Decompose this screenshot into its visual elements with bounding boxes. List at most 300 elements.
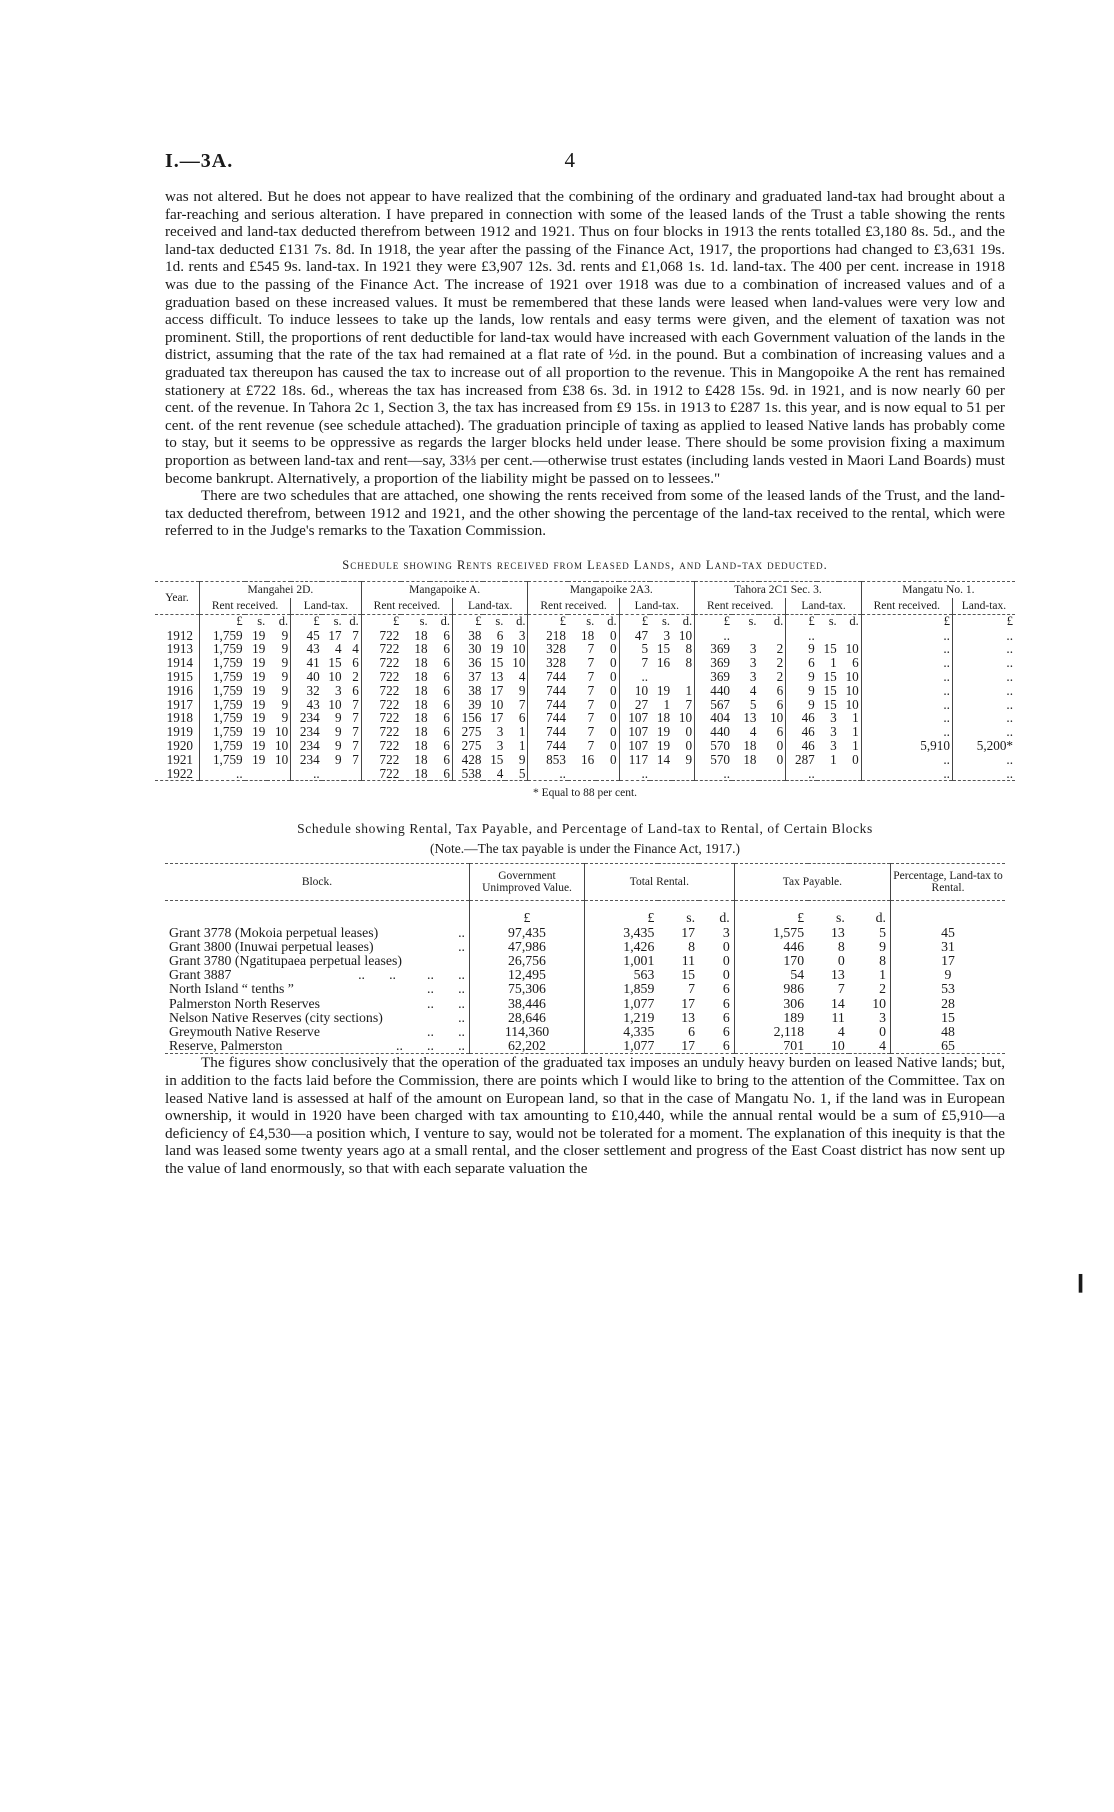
table-cell: 15 [823,669,837,685]
table-cell: 7 [587,696,595,712]
table-cell: 1 [839,725,862,739]
table-cell: 43 [306,696,320,712]
tax-cell: 2 [849,982,891,996]
table-cell: 5 [505,767,528,781]
table-cell: 0 [759,739,786,753]
table-cell: 2 [759,656,786,670]
document-reference: I.—3A. [165,150,234,172]
table-cell: 1 [663,696,671,712]
rent-received-header: Rent received. [361,598,452,615]
table-cell: 7 [641,655,649,671]
table-cell: 107 [628,710,649,726]
table-cell: 156 [461,710,482,726]
unit-label: £ [1006,613,1013,628]
table-cell: 722 [379,765,400,781]
table-cell: 17 [490,682,504,698]
table-cell: 18 [414,696,428,712]
tax-cell: 10 [849,997,891,1011]
rent-cell: 0 [699,940,734,954]
block-header: Mangapoike A. [361,581,528,598]
rent-cell: 17 [681,924,696,940]
unit-label: s. [662,613,671,628]
unit-label: £ [647,910,655,926]
table-cell: 18 [743,751,757,767]
rent-cell: 13 [681,1009,696,1025]
table-cell: 6 [430,711,453,725]
schedule-1-footnote: * Equal to 88 per cent. [532,787,638,800]
leader-dots: .. .. [427,995,465,1011]
table-cell: 3 [335,682,342,698]
table-cell: 13 [490,669,504,685]
value-cell: 26,756 [470,954,585,968]
leader-dots: .. .. .. [396,1038,465,1054]
unit-label: d. [505,614,528,628]
table-cell: 0 [596,642,619,656]
table-cell: 18 [656,710,671,726]
table-cell: 722 [379,641,400,657]
table-cell: .. [808,765,815,781]
table-cell: 4 [749,724,757,740]
table-cell: 234 [299,710,320,726]
table-row [165,1025,1005,1039]
table-cell: 1,759 [212,627,243,643]
block-cell [165,940,470,954]
table-cell: 10 [839,698,862,712]
table-cell: 41 [306,655,320,671]
rent-cell: 0 [699,954,734,968]
table-cell [817,629,839,643]
unit-label: £ [641,613,649,628]
table-cell: .. [1006,627,1013,643]
block-name: Grant 3780 (Ngatitupaea perpetual leases) [169,953,402,969]
table-cell: 744 [546,696,566,712]
unit-label: d. [344,614,362,628]
value-cell: 47,986 [470,940,585,954]
table-cell: 1,759 [212,669,243,685]
rent-cell: 0 [699,968,734,982]
percentage-cell: 15 [941,1009,955,1025]
table-cell: 9 [267,670,290,684]
value-cell: 62,202 [470,1039,585,1054]
table-cell: 3 [830,710,837,726]
rent-cell: 6 [688,1024,696,1040]
table-cell: .. [313,765,320,781]
table-cell [344,767,362,781]
block-cell [165,1011,470,1025]
unit-label: £ [393,613,400,628]
unit-label: s. [419,613,428,628]
leader-dots: .. [458,1009,465,1025]
table-cell: 15 [823,641,837,657]
table-cell: 722 [379,724,400,740]
table-cell: 19 [490,641,504,657]
year-cell: 1922 [155,767,200,781]
table-cell: 722 [379,751,400,767]
table-cell: 6 [344,656,362,670]
unit-label: s. [828,613,837,628]
column-header: Block. [165,864,470,901]
value-cell: 114,360 [470,1025,585,1039]
table-cell: .. [1006,724,1013,740]
block-name: Grant 3800 (Inuwai perpetual leases) [169,938,374,954]
table-row [155,629,1015,643]
table-cell: .. [861,711,952,725]
schedule-1-title: Schedule showing Rents received from Leased Lands, and Land-tax deducted. [342,557,828,572]
table-cell: 0 [759,753,786,767]
table-cell: 5,910 [861,739,952,753]
table-cell: 2 [759,642,786,656]
table-cell: .. [1006,751,1013,767]
value-cell: 38,446 [470,997,585,1011]
table-cell: .. [861,670,952,684]
table-cell: 9 [505,753,528,767]
land-tax-header: Land-tax. [291,598,362,615]
unit-label: £ [236,613,243,628]
table-cell: 6 [496,627,504,643]
table-cell: 6 [344,684,362,698]
table-cell: 570 [710,738,731,754]
table-cell: 15 [490,655,504,671]
table-cell: 4 [496,765,504,781]
year-cell: 1916 [155,684,200,698]
unit-label: £ [475,613,482,628]
table-cell: 6 [808,655,815,671]
tax-cell: 10 [831,1038,845,1054]
table-cell: 722 [379,669,400,685]
table-cell: .. [723,765,731,781]
rent-cell: 15 [681,967,696,983]
table-cell: 9 [808,682,815,698]
unit-label: d. [759,614,786,628]
table-cell: .. [1006,655,1013,671]
table-cell: 744 [546,682,566,698]
tax-cell: 306 [783,995,805,1011]
table-cell: 19 [252,641,266,657]
table-cell: 3 [496,724,504,740]
table-cell [839,767,862,781]
table-cell: 287 [794,751,815,767]
rent-cell: 1,426 [623,938,655,954]
table-cell: 10 [267,753,290,767]
table-cell: 275 [461,724,482,740]
table-row [155,739,1015,753]
table-cell: 0 [672,725,695,739]
year-cell: 1918 [155,711,200,725]
table-cell: 36 [468,655,482,671]
table-cell: 38 [468,682,482,698]
tax-cell: 13 [831,967,845,983]
unit-label: s. [835,910,845,926]
table-cell: 18 [743,738,757,754]
unit-label: £ [808,613,815,628]
block-cell [165,1025,470,1039]
block-name: Nelson Native Reserves (city sections) [169,1009,383,1025]
table-cell: 440 [710,724,731,740]
unit-label: £ [313,613,320,628]
tax-cell: 7 [837,981,845,997]
table-cell: 570 [710,751,731,767]
table-cell: 3 [830,724,837,740]
table-cell: 722 [379,627,400,643]
column-header: Tax Payable. [734,864,890,901]
unit-label: d. [699,901,734,926]
rent-cell: 3 [699,926,734,940]
block-cell [165,968,470,982]
table-cell: 15 [656,641,671,657]
block-header: Tahora 2C1 Sec. 3. [695,581,862,598]
tax-cell: 13 [831,924,845,940]
table-cell: .. [861,684,952,698]
unit-label: s. [586,613,595,628]
year-cell: 1914 [155,656,200,670]
table-cell: 6 [759,725,786,739]
table-cell: 7 [587,655,595,671]
unit-row [165,901,1005,926]
unit-label: d. [267,614,290,628]
table-cell: 328 [546,655,566,671]
table-cell: 328 [546,641,566,657]
table-cell: 107 [628,724,649,740]
table-row [155,684,1015,698]
table-cell: 19 [252,669,266,685]
table-cell: 38 [468,627,482,643]
rent-cell: 7 [688,981,696,997]
value-cell: 28,646 [470,1011,585,1025]
table-cell: 538 [461,765,482,781]
percentage-cell: 65 [941,1038,955,1054]
table-cell [817,767,839,781]
block-cell [165,997,470,1011]
table-cell: 46 [801,738,815,754]
table-cell: .. [1006,710,1013,726]
table-cell [732,767,758,781]
page-number: 4 [564,148,575,172]
block-header: Mangatu No. 1. [902,583,975,596]
block-name: Reserve, Palmerston [169,1038,283,1054]
table-cell: 7 [587,710,595,726]
rent-cell: 8 [688,938,696,954]
table-cell: 18 [414,724,428,740]
table-cell: .. [1006,682,1013,698]
land-tax-header: Land-tax. [452,598,528,615]
table-cell: 10 [759,711,786,725]
unit-label: d. [672,614,695,628]
block-header: Mangapoike 2A3. [528,581,695,598]
table-cell: 7 [344,698,362,712]
percentage-cell: 45 [941,924,955,940]
table-cell: 17 [490,710,504,726]
unit-label: d. [430,614,453,628]
table-cell: 13 [743,710,757,726]
table-cell: 7 [587,669,595,685]
table-cell: 1 [505,739,528,753]
table-cell: 9 [267,656,290,670]
table-cell: 9 [808,641,815,657]
page-header [165,148,1005,188]
table-cell: 18 [414,710,428,726]
table-cell: 0 [596,739,619,753]
table-cell: 6 [430,642,453,656]
table-cell: 1,759 [212,641,243,657]
table-row [165,1039,1005,1054]
table-cell: 744 [546,669,566,685]
tax-cell: 446 [783,938,805,954]
table-cell: 744 [546,738,566,754]
table-cell: .. [723,627,731,643]
table-cell: 1 [672,684,695,698]
table-cell: 1,759 [212,724,243,740]
rent-cell: 11 [681,953,696,969]
column-header: Percentage, Land-tax to Rental. [893,870,1003,895]
paragraph-1: was not altered. But he does not appear to have realized that the combining of the ordinary and graduated land-tax had brought about a far-reaching and serious alteration. I have prepared in connection with some of the leased lands of the Trust a table showing the rents received and land-tax deducted therefrom between 1912 and 1921. Thus on four blocks in 1913 the rents totalled £3,180 8s. 5d., and the land-tax deducted £131 7s. 8d. In 1918, the year after the passing of the Finance Act, 1917, the proportions had changed to £3,631 19s. 1d. rents and £545 9s. land-tax. In 1921 they were £3,907 12s. 3d. rents and £1,068 1s. 1d. land-tax. The 400 per cent. increase in 1918 was due to the passing of the Finance Act. The increase of 1921 over 1918 was due to a combination of increased values and of a graduation based on these increased values. It must be remembered that these lands were leased when land-values were very low and access difficult. To induce lessees to take up the lands, low rentals and easy terms were given, and the element of taxation was not prominent. Still, the proportions of rent deductible for land-tax would have increased with each Government valuation of the lands in the district, assuming that the rate of the tax had remained at a flat rate of ½d. in the pound. But a combination of increasing values and a graduated tax thereupon has caused the tax to increase out of all proportion to the revenue. This in Mangopoike A the rent has remained stationery at £722 18s. 6d., whereas the tax has increased from £38 6s. 3d. in 1912 to £428 15s. 9d. in 1921, and is now nearly 60 per cent. of the revenue. In Tahora 2c 1, Section 3, the tax has increased from £9 15s. in 1913 to £287 1s. this year, and is now equal to 51 per cent. of the rent revenue (see schedule attached). The graduation principle of taxing as applied to leased Native lands has probably come to stay, but it seems to be oppressive as regards the larger blocks held under lease. There should be some provision fixing a maximum proportion as between land-tax and rent—say, 33⅓ per cent.—otherwise trust estates (including lands vested in Maori Land Boards) must become bankrupt. Alternatively, a proportion of the liability might be passed on to lessees." [165,188,1005,487]
table-row [165,954,1005,968]
tax-cell: 0 [837,953,845,969]
table-cell: 9 [672,753,695,767]
table-cell: 6 [430,629,453,643]
table-cell: 3 [496,738,504,754]
land-tax-header: Land-tax. [619,598,695,615]
table-cell: 15 [823,682,837,698]
rent-received-header: Rent received. [861,598,952,615]
table-cell: 10 [328,669,342,685]
table-cell: 19 [252,682,266,698]
table-cell: 440 [710,682,731,698]
table-cell: 234 [299,751,320,767]
table-cell: 1 [505,725,528,739]
leader-dots: .. .. .. .. [358,967,465,983]
tax-cell: 9 [849,940,891,954]
tax-cell: 3 [849,1011,891,1025]
table-cell: .. [861,629,952,643]
block-cell [165,954,470,968]
table-cell: 0 [596,725,619,739]
value-cell: 75,306 [470,982,585,996]
table-cell: 18 [414,669,428,685]
table-cell: 0 [596,698,619,712]
table-cell: 15 [490,751,504,767]
table-cell: 369 [710,641,731,657]
table-cell: .. [1006,765,1013,781]
table-cell: 19 [656,738,671,754]
table-cell: 9 [335,710,342,726]
rent-cell: 17 [681,1038,696,1054]
table-cell: 18 [414,682,428,698]
table-cell: 6 [759,698,786,712]
unit-label: s. [686,910,696,926]
rent-received-header: Rent received. [695,598,786,615]
table-cell: 7 [344,753,362,767]
tax-cell: 8 [837,938,845,954]
table-cell: .. [861,656,952,670]
table-row [165,926,1005,940]
table-cell: 10 [505,642,528,656]
table-cell: 19 [252,627,266,643]
table-cell: 117 [628,751,649,767]
rent-cell: 1,077 [623,995,655,1011]
table-cell: .. [641,669,649,685]
table-cell: 16 [656,655,671,671]
table-cell: 2 [759,670,786,684]
table-cell: 722 [379,655,400,671]
rent-cell: 17 [681,995,696,1011]
tax-cell: 4 [849,1039,891,1054]
unit-label: £ [723,613,731,628]
percentage-cell: 53 [941,981,955,997]
unit-label: s. [333,613,342,628]
year-cell: 1920 [155,739,200,753]
table-cell: 19 [252,724,266,740]
tax-cell: 189 [783,1009,805,1025]
table-row [155,698,1015,712]
table-cell: 6 [430,670,453,684]
tax-cell: 11 [831,1009,845,1025]
table-cell: 428 [461,751,482,767]
tax-cell: 170 [783,953,805,969]
table-cell: 3 [749,641,757,657]
table-cell: 7 [587,641,595,657]
table-cell: 1,759 [212,751,243,767]
table-cell: 18 [414,751,428,767]
block-name: Grant 3887 [169,967,232,983]
table-cell: 10 [505,656,528,670]
table-cell: 234 [299,738,320,754]
tax-cell: 8 [849,954,891,968]
table-cell: .. [861,642,952,656]
block-name: Grant 3778 (Mokoia perpetual leases) [169,924,379,940]
table-cell: 3 [749,655,757,671]
table-cell: 10 [672,629,695,643]
table-cell: 8 [672,642,695,656]
table-cell: 8 [672,656,695,670]
leader-dots: .. [458,924,465,940]
table-row [165,1011,1005,1025]
year-cell: 1912 [155,629,200,643]
rent-received-header: Rent received. [528,598,619,615]
leader-dots: .. .. [427,981,465,997]
schedule-2-table [165,863,1005,1054]
rent-cell: 1,859 [623,981,655,997]
tax-cell: 2,118 [773,1024,805,1040]
table-cell: 0 [839,753,862,767]
rent-cell: 1,077 [623,1038,655,1054]
paragraph-3: The figures show conclusively that the operation of the graduated tax imposes an unduly heavy burden on leased Native lands; but, in addition to the facts laid before the Commission, there are points which I would like to bring to the attention of the Committee. Tax on leased Native land is assessed at half of the amount on European land, so that in the case of Mangatu No. 1, if the land was in European ownership, it would in 1920 have been charged with tax amounting to £10,440, while the annual rental would be a sum of £5,910—a deficiency of £4,530—a position which, I venture to say, would not be tolerated for a moment. The explanation of this inequity is that the land was leased some twenty years ago at a small rental, and the closer settlement and progress of the East Coast district has now sent up the value of land enormously, so that with each separate valuation the [165,1054,1005,1178]
percentage-cell: 28 [941,995,955,1011]
table-row [165,997,1005,1011]
table-cell: 40 [306,669,320,685]
table-cell [267,767,290,781]
table-row [155,753,1015,767]
table-cell: 0 [596,684,619,698]
tax-cell: 0 [849,1025,891,1039]
table-cell: 0 [596,670,619,684]
table-cell: 9 [505,684,528,698]
table-cell [568,767,596,781]
tax-cell: 5 [849,926,891,940]
table-cell: 0 [596,711,619,725]
table-cell: 15 [328,655,342,671]
table-cell: 9 [335,724,342,740]
table-cell: 19 [252,710,266,726]
table-cell: 0 [596,629,619,643]
table-cell: 10 [267,725,290,739]
table-cell: .. [1006,641,1013,657]
unit-label: d. [596,614,619,628]
table-cell: 2 [344,670,362,684]
table-cell: 218 [546,627,566,643]
table-cell: 744 [546,724,566,740]
table-cell: 16 [581,751,595,767]
table-cell [322,767,344,781]
